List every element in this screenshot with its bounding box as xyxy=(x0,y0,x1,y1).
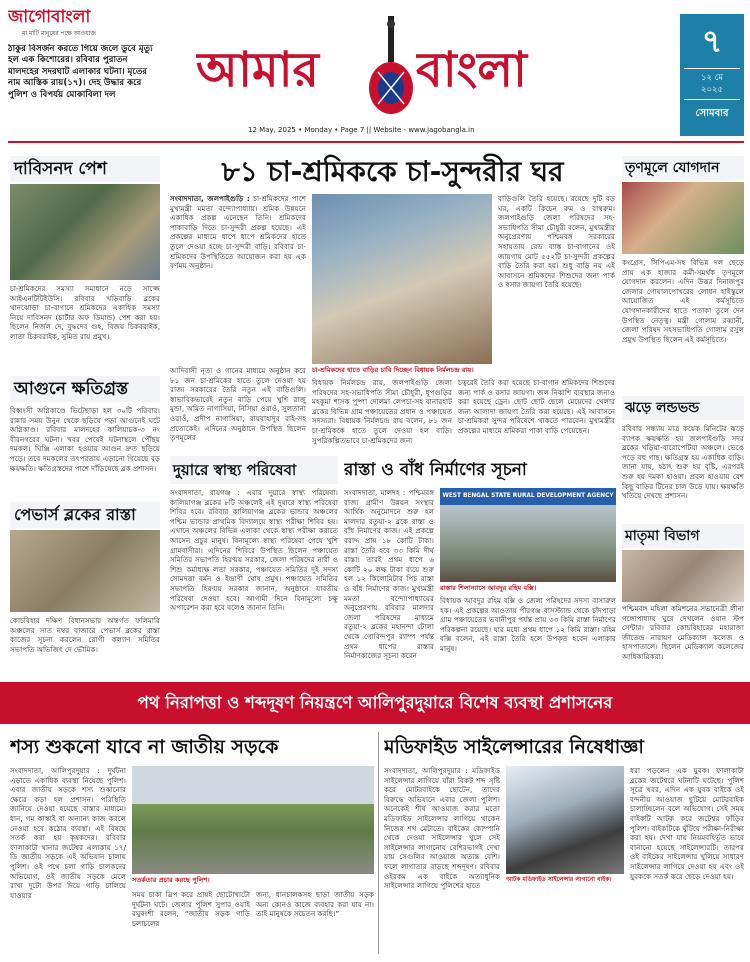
section-title-demands: দাবিসনদ পেশ xyxy=(10,156,160,182)
masthead xyxy=(0,0,750,142)
road-body-b: বিধায়ক আবদুর রহিম বক্সি ও জেলা পরিষদের সদস্য বাসারুল হক। এই প্রকল্পের আওতায় পীরগঞ্জ বাসস্ট্যান্ড থেকে চাঁদপাড়া গ্রাম পঞ্চায়েতের ভবানীপুর পর্যন্ত প্রায় ৩৩ কিমি রাস্তা নির্মাণের পরিকল্পনা রয়েছে। যার মধ্যে প্রথম ধাপে ১২ কিমি রাস্তা। রহিম বক্সি বলেন, এই রাস্তা তৈরি হলে উপকৃত হবেন এলাকার মানুষ। xyxy=(440,596,616,653)
headline-banner xyxy=(0,682,750,724)
brand-tagline: মা মাটি মানুষের পক্ষে আওয়াজ xyxy=(22,30,96,37)
dotara-icon xyxy=(364,14,418,118)
left-column xyxy=(10,150,160,670)
section-title-maternity: মাতৃমা বিভাগ xyxy=(622,524,744,548)
right-column xyxy=(622,150,744,670)
joining-photo xyxy=(622,182,744,254)
health-title: দুয়ারে স্বাস্থ্য পরিষেবা xyxy=(170,456,338,484)
lead-dateline: সংবাদদাতা, জলপাইগুড়ি : xyxy=(170,194,250,203)
crop-body-b: সময় চাকা স্লিপ করে প্রায়ই ছোটোখাটো দুর্ঘটনা ঘটে। জেলার পুলিশ সুপার ওয়াই রঘুবংশী বলেন, “জাতীয় সড়ক গাড়ি চলাচলের xyxy=(132,890,250,928)
date-line: 12 May, 2025 • Monday • Page 7 || Website - www.jagobangla.in xyxy=(248,126,475,134)
road-body-a: সংবাদদাতা, মালদহ : পশ্চিমবঙ্গ রাজ্য গ্রামীণ উন্নয়ন সংস্থার আর্থিক অনুমোদনে শুরু হল মালদার রতুয়া-২ ব্লকে রাস্তা ও বাঁধ নির্মাণের কাজ। এই প্রকল্পে বরাদ্দ প্রায় ১৮ কোটি টাকা। রাস্তা তৈরি হবে ৩৩ কিমি দীর্ঘ রাস্তা। তারই প্রথম ধাপে ৬ কোটি ২০ লক্ষ টাকা ব্যয়ে শুরু হল ১২ কিলোমিটার পিচ রাস্তা ও বাঁধ নির্মাণের কাজ। মুখ্যমন্ত্রী মমতা বন্দ্যোপাধ্যায়ের অনুপ্রেরণায় রবিবার মালদার জেলা পরিষদের মাধ্যমে রতুয়া-২ ব্লকের মহানন্দা টোলা থেকে গোবিন্দপুর র‍্যাম্প পর্যন্ত প্রথম ধাপের রাস্তার নির্মাণকাজের সূচনা করেন xyxy=(344,488,434,661)
lead-body-a xyxy=(170,194,306,364)
section-title-storm: ঝড়ে লন্ডভন্ড xyxy=(622,396,744,420)
storm-body: রবিবার সন্ধ্যায় মাত্র কয়েক মিনিটের ঝড়ে ব্যাপক ক্ষয়ক্ষতি হয় জলপাইগুড়ি সদর ব্লকের খড়িয়া-বারোপেটিয়া অঞ্চলে। ভেঙে পড়ে বহু গাছ। ক্ষতিগ্রস্ত হয় একাধিক বাড়ি। জানা যায়, হঠাৎ শুরু হয় বৃষ্টি, এরপরই শুরু হয় দমকা হাওয়া। প্রবল হাওয়ায় বেশ কিছু বাড়ির টিনের চাল উড়ে যায়। ক্ষয়ক্ষতি খতিয়ে দেখছে প্রশাসন। xyxy=(622,424,744,501)
brand-logo xyxy=(8,6,158,46)
bottom-column-rule xyxy=(378,732,379,954)
crop-photo xyxy=(132,766,374,874)
lead-body-c: আদিবাসী নৃত্য ও গানের মাধ্যমে অনুষ্ঠান করে ৮১ জন চা-শ্রমিকের হাতে তুলে দেওয়া হয় রাজ্য সরকারের তৈরি নতুন এই বাড়িগুলি। স্বাভাবিকভাবেই নতুন বাড়ি পেয়ে খুশি রাজু মুন্ডা, অমিত নাগাসিয়া, নিসিয়া ওরাওঁ, সুলতানা ওরাওঁ, প্রদীপ নাগাসিয়া, রায়বাহাদুর রাই-সহ প্রত্যেকেই। এদিনের অনুষ্ঠানে উপস্থিত ছিলেন তৃণমূলের xyxy=(170,366,306,443)
issue-date: ১২ মে ২০২৫ xyxy=(684,68,740,100)
lead-body-a-text: চা-শ্রমিকদের পাশে মুখ্যমন্ত্রী মমতা বন্দ্যোপাধ্যায়। শ্রমিক উন্নয়নে একাধিক প্রকল্প এনেছেন তিনি। শ্রমিকদের পাকাবাড়ি দিতে চা-সুন্দরী প্রকল্প হয়েছে। এই প্রকল্পের মাধ্যমে ধাপে ধাপে শ্রমিকদের হাতে তুলে দেওয়া হচ্ছে চা-সুন্দরী বাড়ি। রবিবার চা-শ্রমিকদের উপস্থিতিতে আয়োজন করা হয় এক বর্ণময় অনুষ্ঠান। xyxy=(170,194,306,271)
masthead-rule xyxy=(8,141,744,143)
crop-story xyxy=(10,730,374,956)
weekday: সোমবার xyxy=(695,108,729,119)
silencer-body-a: সংবাদদাতা, আলিপুরদুয়ার : মডিফাইড সাইলেন্সার লাগিয়ে যাঁরা বিকট শব্দ সৃষ্টি করে মোটরবাইকে ছোটেন, তাদের বিরুদ্ধে অভিযানে এবার জেলা পুলিশ। অনেকেই শীর্ষ আওয়াজ করার মতো মডিফাইড সাইলেন্সার লাগিয়ে থাকেন নিজের শখ মেটাতে। বাইকের কোম্পানি থেকে দেওয়া সাইলেন্সার খুলে সেই সাইলেন্সার লাগানোয় বেশিরভাগই দেখা যায় সেগুলির আওয়াজ অত্যন্ত বেশি। ফলে লাগাতার বাড়ছে শব্দদূষণ। রবিবার ওইরকম এক বাইকে অত্যাধুনিক সাইলেন্সার লাগিয়ে পুলিশের হাতে xyxy=(384,766,500,891)
silencer-title: মডিফাইড সাইলেন্সারের নিষেধাজ্ঞা xyxy=(384,736,644,758)
page-number: ৭ xyxy=(701,22,723,60)
joining-caption: কংগ্রেস, সিপিএম-সহ বিভিন্ন দল ছেড়ে প্রায় এক হাজার কর্মী-সমর্থক তৃণমূলে যোগদান করলেন। এদিন উত্তর দিনাজপুর জেলার গোয়ালপোখরের লোধন হাইস্কুলে আয়োজিত এই কর্মসূচিতে যোগদানকারীদের হাতে পতাকা তুলে দেন উপস্থিত নেতৃত্ব। মন্ত্রী গোলাম রব্বানী, জেলা পরিষদ সহসভাধিপতি গোলাম রসুল প্রমুখ উপস্থিত ছিলেন এই কর্মসূচিতে। xyxy=(622,258,744,344)
section-title-pavers: পেভার্স ব্লকের রাস্তা xyxy=(10,502,160,528)
logo-left-word: আমার xyxy=(196,42,319,98)
crop-title: শস্য শুকনো যাবে না জাতীয় সড়কে xyxy=(10,736,279,758)
brand-name: জাগোবাংলা xyxy=(8,7,91,27)
lead-photo xyxy=(312,194,492,364)
maternity-photo xyxy=(622,550,744,602)
health-story xyxy=(170,456,338,670)
pavers-caption: কোচবিহার দক্ষিণ বিধানসভার অন্তর্গত ফলিমারি অঞ্চলের সাত নম্বর বাজারে পেভার্স ব্লকের রাস্তা কাজের সূচনা করলেন রোগী কল্যাণ সমিতির সভাপতি অভিজিৎ দে ভৌমিক। xyxy=(10,616,160,654)
silencer-body-b: ধরা পড়লেন এক যুবক। ফালাকাটা ব্লকের জটেশ্বরে ঘটনাটি ঘটেছে। পুলিশ সূত্রে খবর, এদিন এক যুবক বাইকে ওই বন্দনীয় আওয়াজ ছুটিয়ে মোটরবাইক চালাচ্ছিলেন বলে অভিযোগ। সেই সময় বাইকটি আটক করে জটেশ্বর ফাঁড়ির পুলিশ। বাইকটিকে ঘুঁটিয়ে পরীক্ষা-নিরীক্ষা করা হয়। দেখা যায় নিয়মবহির্ভূত ভাবে বানানো হয়েছে সাইলেন্সারটি। তারপর ওই বাইকের সাইলেন্সার খুলিয়ে সাধারণ সাইলেন্সার লাগিয়ে দেওয়া হয় এবং ওই যুবককে সতর্ক করে ছেড়ে দেওয়া হয়। xyxy=(630,766,744,881)
maternity-caption: পশ্চিমবঙ্গ মহিলা কমিশনের সভানেত্রী লীনা গঙ্গোপাধ্যায় ঘুরে দেখলেন ওয়ান স্টপ সেন্টার। রবিবার কোচবিহারের মহারাজা জীতেন্দ্র নারায়ণ মেডিক্যাল কলেজ ও হাসপাতালে। ছিলেন মেডিক্যাল কলেজের আধিকারিকরা। xyxy=(622,604,744,661)
road-banner-text: WEST BENGAL STATE RURAL DEVELOPMENT AGENCY xyxy=(442,493,614,499)
crop-body-c: জন্য, ধানচালকসহ ছাড়া জাতীয় সড়ক অন্য কোনও কাজে ব্যবহার করা যায় না। তাই মানুষকে সচেতন করছি।” xyxy=(256,890,374,919)
lead-headline: ৮১ চা-শ্রমিককে চা-সুন্দরীর ঘর xyxy=(221,155,564,188)
fire-body: বিধ্বংসী অগ্নিকাণ্ডে ভিটেছাড়া হল ৩০টি পরিবার। রান্নার সময় উনুন থেকে ছড়িয়ে পড়া আগুনেই ঘটে অগ্নিকাণ্ড। রবিবার মালদহের কালিয়াচক-৩ নং বীরনগরের ঘটনা। খবর পেয়েই ঘটনাস্থলে পৌঁছয় দমকল। ঘিঞ্জি এলাকা হওয়ায় আগুন দ্রুত ছড়িয়ে পড়ে। তবে দমকলের তৎপরতায় এড়ানো গিয়েছে বড় ক্ষয়ক্ষতি। ক্ষতিগ্রস্তদের পাশে দাঁড়িয়েছে ব্লক প্রশাসন। xyxy=(10,406,160,473)
lead-photo-caption: চা-শ্রমিকদের হাতে বাড়ির চাবি দিচ্ছেন বিধায়ক নির্মলচন্দ্র রায়। xyxy=(312,366,492,376)
road-story xyxy=(344,456,616,670)
teaser-text: ঠাকুর বিসর্জন করতে গিয়ে জলে ডুবে মৃত্যু হল এক কিশোরের। রবিবার পুরাতন মালদহের সদরঘাট এলাকার ঘটনা। মৃতের নাম আস্তিক রায়(১৭)। দেহ উদ্ধার করে পুলিশ ও বিপর্যয় মোকাবিলা দল xyxy=(8,44,153,100)
road-photo-caption: রাস্তার শিলান্যাসে আবদুর রহিম বক্সি। xyxy=(440,584,537,592)
road-title: রাস্তা ও বাঁধ নির্মাণের সূচনা xyxy=(344,460,527,480)
demands-body: চা-শ্রমিকদের সমস্যা সমাধানে নড়ে সাজ্জে আইএনটিটিইউসি। রবিবার খড়িবাড়ি ব্লকের থানঝোড়া চা-বাগানে শ্রমিকদের একাধিক সমস্যা নিয়ে দাবিসনদ (চার্টার অফ ডিমান্ড) পেশ করা হয়। ছিলেন নির্জল দে, বুদ্ধদেব গুহ, বিজয় চিকবরাইক, লাতা চিকবরাইক, সুমিত রায় প্রমুখ। xyxy=(10,284,160,341)
lead-body-b: বাড়িগুলি তৈরি হয়েছে। রয়েছে দুটি বড় ঘর, একটি কিচেন রুম ও বাথরুম। জলপাইগুড়ি জেলা পরিষদের সহ-সভাধিপতি সীমা চৌধুরী বলেন, মুখ্যমন্ত্রীর অনুপ্রেরণায় পশ্চিমবঙ্গ সরকারের সহায়তায় রেড ব্যাঙ্ক চা-বাগানের ওই জায়গায় মোট ৫৫২টি চা-সুন্দরী প্রকল্পের বাড়ি তৈরি করা হয়। শুধু বাড়ি নয় এই আবাসনে শ্রমিকদের শিশুদের জন্য পার্ক ও বসার জায়গা তৈরি হয়েছে। xyxy=(498,194,615,290)
crop-body-a: সংবাদদাতা, আলিপুরদুয়ার : দুর্ঘটনা এড়াতে একাধিক ব্যবস্থা নিয়েছে পুলিশ। এবার জাতীয় সড়কে শস্য শুকানোর ক্ষেত্রে কড়া হল প্রশাসন। পরিস্থিতি জানিয়ে দেওয়া হয়েছে বাস্তার মাধ্যমে। ধান, গম কাস্কাই বা অন্যান্য কাজ করলে নেওয়া হবে কঠোর ব্যবস্থা। এই বিষয়ে সতর্ক করা হয় কৃষকদের। রবিবার ফালাকাটা থানার জটেশ্বর এলাকায় ১৭/ডি জাতীয় সড়কে এই অভিযান চালায় পুলিশ। ওই পথে চলা গাড়ি চালকদের অভিযোগ, ওই জাতীয় সড়কে মেলে রাখা দুটো উপর দিয়ে গাড়ি চালিয়ে যাওয়ার xyxy=(10,766,126,900)
masthead-logo xyxy=(196,14,596,118)
page-info-box xyxy=(680,14,744,136)
lead-body-e: চত্বরেই তৈরি করা হয়েছে চা-বাগান শ্রমিকদের শিশুদের জন্য পার্ক ও বসার জায়গা। জল নিকাশি ব্যবস্থার জন্যও করা হয়েছে ড্রেন। ছোট ছোট ছেলে মেয়েদের খেলার জন্য আলাদা জায়গা তৈরি করা হয়েছে। এই আবাসনে চা-শ্রমিকরা সুন্দর পরিবেশে থাকতে পারবেন। মুখ্যমন্ত্রীর প্রকল্পের মাধ্যমে শ্রমিকরা পাকা বাড়ি পেয়েছেন। xyxy=(458,378,615,435)
health-body: সংবাদদাতা, রায়গঞ্জ : এবার দুয়ারে স্বাস্থ্য পরিষেবা। কালিয়াগঞ্জ ব্লকের ৮টি অঞ্চলেই এই দুয়ারে স্বাস্থ্য পরিষেবা শিবির হবে। রবিবার কালিয়াগঞ্জ ব্লকের ভান্ডার অঞ্চলের পশ্চিম ভান্ডার প্রাথমিক বিদ্যালয়ে স্বাস্থ্য পরীক্ষা শিবির হয়। এখানে অঞ্চলের বিভিন্ন এলাকা থেকে স্বাস্থ্য পরীক্ষা করাতে আসেন প্রচুর মানুষ। বিনামূল্যে স্বাস্থ্য পরিষেবা পেয়ে খুশি গ্রামবাসীরা। এদিনের শিবিরে উপস্থিত ছিলেন পঞ্চায়েত সমিতির সভাপতি হিরণ্ময় সরকার, জেলা পরিষদের নারী ও শিশু কর্মাধ্যক্ষ লতা সরকার, পঞ্চায়েত সমিতির দুই সদস্য সোমদত্তা বর্মন ও ইন্দ্রাণী ঘোষ প্রমুখ। পঞ্চায়েত সমিতির সভাপতি হিরণ্ময় সরকার জানান, অনুষ্ঠানে যাবতীয় পরিষেবা দেওয়া হবে। আগামী দিনে বিনামূল্যে চক্ষু অপারেশন করা হবে বলেও জানান তিনি। xyxy=(170,488,338,613)
section-title-joining: তৃণমূলে যোগদান xyxy=(622,156,744,180)
logo-right-word: বাংলা xyxy=(416,42,527,98)
section-title-fire: আগুনে ক্ষতিগ্রস্ত xyxy=(10,376,160,402)
silencer-caption: আটক মডিফাইড সাইলেন্সার লাগানো বাইক। xyxy=(506,876,612,883)
road-photo xyxy=(440,488,616,582)
pavers-photo xyxy=(10,530,160,612)
headline-banner-text: পথ নিরাপত্তা ও শব্দদূষণ নিয়ন্ত্রণে আলিপুরদুয়ারে বিশেষ ব্যবস্থা প্রশাসনের xyxy=(137,693,613,712)
lead-body-d: বিধায়ক নির্মলচন্দ্র রায়, জলপাইগুড়ি জেলা পরিষদের সহ-সভাধিপতি সীমা চৌধুরী, ধূপগুড়ির মহকুমা শাসক পুষ্পা দোলমা লেপচা-সহ বানারহাট ব্লকের বিভিন্ন গ্রাম পঞ্চায়েতের প্রধান ও পঞ্চায়েত সদস্যরা। বিধায়ক নির্মলচন্দ্র রায় বলেন, ৮১ জন চা-শ্রমিককে হাতে তুলে দেওয়া হল বাড়ি। সুপরিকল্পিতভাবে চা-শ্রমিকদের জন্য xyxy=(312,378,452,445)
silencer-photo xyxy=(506,766,624,874)
crop-caption: সতর্কতার প্রচার করছে পুলিশ। xyxy=(132,876,210,884)
lead-story xyxy=(170,150,615,450)
demands-photo xyxy=(10,184,160,280)
silencer-story xyxy=(384,730,744,956)
